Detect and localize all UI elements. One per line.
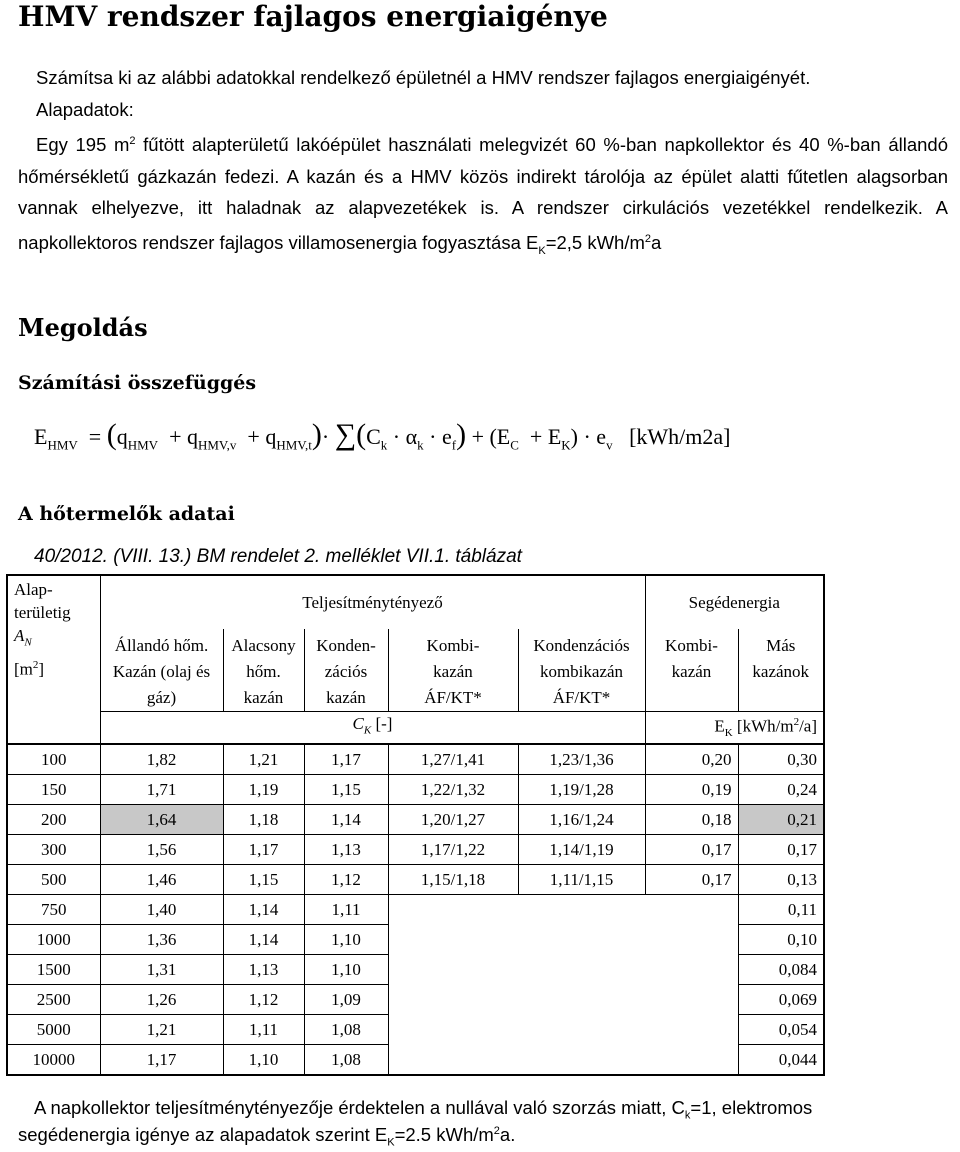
- table-cell: 1500: [7, 955, 100, 985]
- table-cell: 0,044: [738, 1045, 824, 1076]
- table-cell: 0,054: [738, 1015, 824, 1045]
- table-cell: 0,10: [738, 925, 824, 955]
- header-col-combi: [388, 629, 518, 712]
- table-cell: 150: [7, 775, 100, 805]
- header-ek-sub: K: [724, 727, 733, 740]
- table-row: [7, 775, 824, 805]
- header-col-low-temp-label: Alacsony hőm. kazán: [231, 636, 296, 707]
- bottom-p4: =2.5 kWh/m: [394, 1124, 494, 1145]
- header-col-aux-combi-label: Kombi- kazán: [665, 636, 718, 681]
- table-row: [7, 1015, 824, 1045]
- task-sub: K: [538, 244, 546, 257]
- header-performance-factor: Teljesítménytényező: [100, 575, 645, 629]
- table-caption: 40/2012. (VIII. 13.) BM rendelet 2. melléklet VII.1. táblázat: [34, 546, 522, 567]
- table-cell: 1,15: [223, 865, 304, 895]
- header-col-condensing-combi: [518, 629, 645, 712]
- table-cell: 1,09: [304, 985, 388, 1015]
- header-col-aux-combi: [645, 629, 738, 712]
- table-cell: 0,18: [645, 805, 738, 835]
- header-col-constant-temp-label: Állandó hőm. Kazán (olaj és gáz): [112, 636, 211, 707]
- bottom-p3: segédenergia igénye az alapadatok szerint E: [18, 1124, 388, 1145]
- header-col-other-boilers: [738, 629, 824, 712]
- header-area-symbol-sub: N: [24, 636, 32, 649]
- task-text: [18, 126, 948, 267]
- table-cell: 1,56: [100, 835, 223, 865]
- table-cell: 1000: [7, 925, 100, 955]
- table-cell: 1,17: [223, 835, 304, 865]
- bottom-p4-sup: 2: [493, 1124, 500, 1137]
- table-cell: 1,40: [100, 895, 223, 925]
- table-cell: 0,21: [738, 805, 824, 835]
- heat-generators-heading: A hőtermelők adatai: [18, 503, 235, 525]
- header-area-line2: területig: [14, 603, 71, 622]
- table-cell: 1,12: [223, 985, 304, 1015]
- table-cell: 1,31: [100, 955, 223, 985]
- table-cell: 0,13: [738, 865, 824, 895]
- table-cell: 1,19/1,28: [518, 775, 645, 805]
- table-row: [7, 985, 824, 1015]
- table-cell: 200: [7, 805, 100, 835]
- header-ck-symbol: C: [352, 714, 364, 734]
- table-cell: 0,084: [738, 955, 824, 985]
- table-cell: 1,08: [304, 1015, 388, 1045]
- header-area-symbol: A: [14, 626, 25, 645]
- table-cell: 1,64: [100, 805, 223, 835]
- table-row: [7, 1045, 824, 1076]
- table-row: [7, 955, 824, 985]
- table-cell: 0,24: [738, 775, 824, 805]
- task-sup1: 2: [129, 135, 136, 147]
- table-cell: 0,19: [645, 775, 738, 805]
- table-row: [7, 925, 824, 955]
- header-col-condensing: [304, 629, 388, 712]
- table-row: [7, 744, 824, 775]
- table-body: [7, 744, 824, 1075]
- task-part1: Egy 195 m: [36, 134, 130, 156]
- table-cell: 1,17: [100, 1045, 223, 1076]
- table-cell: 0,069: [738, 985, 824, 1015]
- table-cell: 0,17: [645, 865, 738, 895]
- formula: $E_{HMV} = (q_{HMV} + q_{HMV,v} + q_{HMV,t})\cdot \sum(C_k \cdot \alpha_k \cdot e_f) + (E_C + E_K) \cdot e_v$ [kWh/m2a]: [34, 418, 731, 453]
- formula-unit: [kWh/m2a]: [629, 424, 731, 449]
- table-cell-empty: [388, 925, 738, 955]
- table-cell: 2500: [7, 985, 100, 1015]
- table-cell: 1,13: [223, 955, 304, 985]
- table-cell: 1,16/1,24: [518, 805, 645, 835]
- header-ck-sub: K: [363, 724, 372, 737]
- intro-text: Számítsa ki az alábbi adatokkal rendelkező épületnél a HMV rendszer fajlagos energiaigényét.: [36, 67, 811, 88]
- table-cell: 0,17: [738, 835, 824, 865]
- table-cell-empty: [388, 1045, 738, 1076]
- header-aux-energy: Segédenergia: [645, 575, 824, 629]
- table-cell: 0,30: [738, 744, 824, 775]
- header-area-unit-sup: 2: [32, 659, 39, 672]
- table-cell: 0,20: [645, 744, 738, 775]
- table-cell: 0,17: [645, 835, 738, 865]
- header-ek-symbol: E: [714, 716, 725, 736]
- task-part2: fűtött alapterületű lakóépület használati melegvizét 60 %-ban napkollektor és 40 %-ban állandó hőmérsékletű gázkazán fedezi. A kazán és a HMV közös indirekt tárolója az épület alatti fűtetlen alagsorban vannak elhelyezve, itt haladnak az alapvezetékek is. A rendszer cirkulációs vezetékkel rendelkezik. A napkollektoros rendszer fajlagos villamosenergia fogyasztása E: [18, 134, 948, 253]
- table-cell: 10000: [7, 1045, 100, 1076]
- table-cell: 1,12: [304, 865, 388, 895]
- header-col-other-boilers-label: Más kazánok: [752, 636, 810, 681]
- table-cell: 1,27/1,41: [388, 744, 518, 775]
- table-cell: 1,15/1,18: [388, 865, 518, 895]
- header-col-combi-label: Kombi- kazán ÁF/KT*: [424, 636, 482, 707]
- table-cell: 500: [7, 865, 100, 895]
- header-ek-end: /a]: [799, 716, 817, 736]
- header-col-condensing-combi-label: Kondenzációs kombikazán ÁF/KT*: [533, 636, 630, 707]
- table-cell: 100: [7, 744, 100, 775]
- table-cell: 750: [7, 895, 100, 925]
- table-row: [7, 805, 824, 835]
- table-cell: 1,14: [223, 925, 304, 955]
- table-cell: 1,19: [223, 775, 304, 805]
- table-row: [7, 865, 824, 895]
- table-cell: 1,11: [223, 1015, 304, 1045]
- bottom-note-line2: [18, 1124, 515, 1149]
- table-cell: 1,10: [304, 925, 388, 955]
- header-col-constant-temp: [100, 629, 223, 712]
- header-ek-sup: 2: [793, 716, 800, 728]
- table-cell: 1,11/1,15: [518, 865, 645, 895]
- table-cell: 1,14: [304, 805, 388, 835]
- task-part3: =2,5 kWh/m: [545, 231, 645, 253]
- solution-heading: Megoldás: [18, 313, 148, 342]
- page-title: HMV rendszer fajlagos energiaigénye: [18, 0, 608, 33]
- table-cell: 1,15: [304, 775, 388, 805]
- table-row: [7, 835, 824, 865]
- header-ek-unit: [645, 712, 824, 745]
- table-cell: 300: [7, 835, 100, 865]
- table-cell: 1,46: [100, 865, 223, 895]
- table-cell: 1,71: [100, 775, 223, 805]
- bottom-p3-sub: K: [387, 1136, 395, 1149]
- table-cell-empty: [388, 1015, 738, 1045]
- boiler-data-table: [6, 574, 825, 1076]
- table-cell: 1,26: [100, 985, 223, 1015]
- table-cell: 1,21: [100, 1015, 223, 1045]
- table-row: [7, 895, 824, 925]
- table-cell: 1,11: [304, 895, 388, 925]
- header-ck-unit-text: [-]: [371, 714, 393, 734]
- table-cell: 1,17/1,22: [388, 835, 518, 865]
- table-cell: 1,20/1,27: [388, 805, 518, 835]
- table-cell: 1,13: [304, 835, 388, 865]
- table-cell: 1,23/1,36: [518, 744, 645, 775]
- table-cell: 1,36: [100, 925, 223, 955]
- bottom-p1-sub: k: [684, 1109, 691, 1122]
- table-cell: 1,82: [100, 744, 223, 775]
- header-area-line1: Alap-: [14, 580, 53, 599]
- table-cell-empty: [388, 955, 738, 985]
- bottom-p1: A napkollektor teljesítménytényezője érdektelen a nullával való szorzás miatt, C: [34, 1097, 685, 1118]
- table-cell: 1,10: [304, 955, 388, 985]
- header-ck-unit: [100, 712, 645, 745]
- formula-heading: Számítási összefüggés: [18, 372, 257, 394]
- table-cell: 1,14: [223, 895, 304, 925]
- bottom-p2: =1, elektromos: [690, 1097, 813, 1118]
- table-cell: 1,10: [223, 1045, 304, 1076]
- header-col-low-temp: [223, 629, 304, 712]
- header-ek-unit-text: [kWh/m: [732, 716, 794, 736]
- header-area-unit: [m: [14, 660, 33, 680]
- bottom-p5: a.: [499, 1124, 516, 1145]
- task-sup2: 2: [644, 232, 652, 245]
- table-cell: 0,11: [738, 895, 824, 925]
- table-cell-empty: [388, 895, 738, 925]
- table-cell-empty: [388, 985, 738, 1015]
- alapadatok-label: Alapadatok:: [36, 99, 134, 120]
- table-cell: 1,14/1,19: [518, 835, 645, 865]
- table-cell: 5000: [7, 1015, 100, 1045]
- table-cell: 1,18: [223, 805, 304, 835]
- header-area: [7, 575, 100, 744]
- table-cell: 1,17: [304, 744, 388, 775]
- table-cell: 1,22/1,32: [388, 775, 518, 805]
- task-part4: a: [651, 231, 662, 253]
- header-area-unit-end: ]: [38, 660, 45, 680]
- table-cell: 1,21: [223, 744, 304, 775]
- table-cell: 1,08: [304, 1045, 388, 1076]
- header-col-condensing-label: Konden- zációs kazán: [316, 636, 376, 707]
